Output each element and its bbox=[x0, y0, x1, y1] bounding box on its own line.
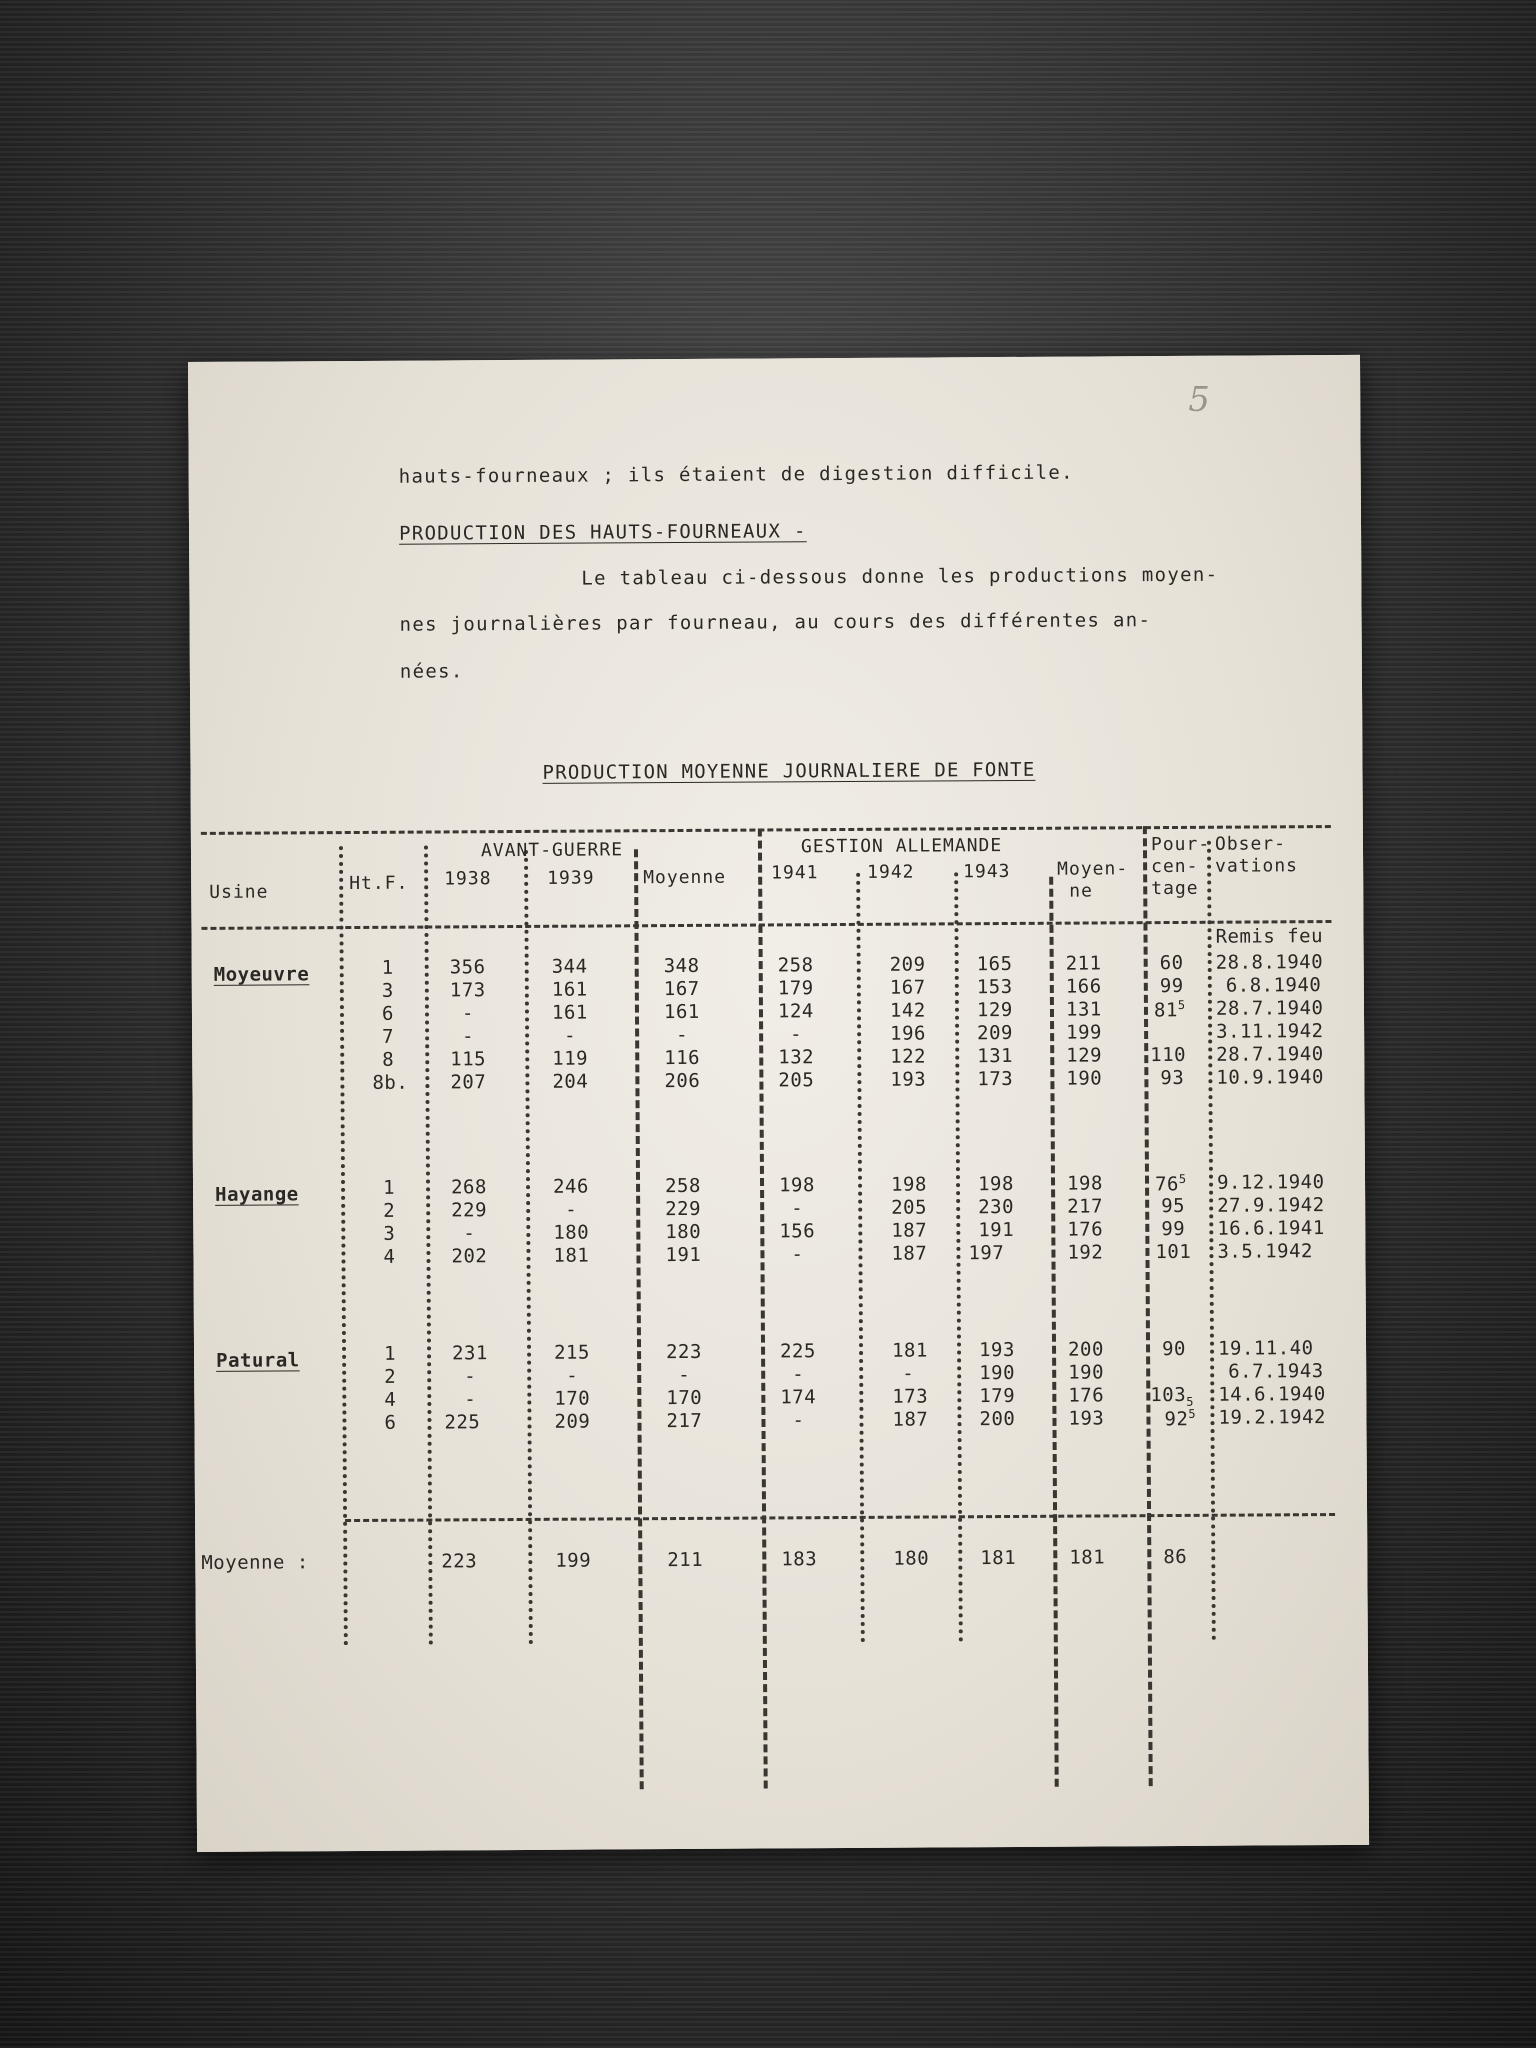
cell-observation: 16.6.1941 bbox=[1217, 1217, 1325, 1240]
cell-1939: 204 bbox=[552, 1070, 589, 1093]
cell-1941: - bbox=[792, 1363, 805, 1386]
totals-moyenne-ga: 181 bbox=[1069, 1546, 1106, 1569]
cell-observation: 6.7.1943 bbox=[1228, 1360, 1324, 1383]
cell-observation: 3.5.1942 bbox=[1217, 1240, 1314, 1263]
cell-1939: 344 bbox=[551, 955, 588, 978]
cell-1942: 187 bbox=[892, 1408, 929, 1431]
cell-1941: 124 bbox=[777, 1000, 814, 1023]
cell-observation: 6.8.1940 bbox=[1225, 974, 1322, 997]
cell-1939: - bbox=[565, 1198, 578, 1221]
cell-1938: 115 bbox=[450, 1048, 487, 1071]
cell-observation: 19.2.1942 bbox=[1218, 1406, 1326, 1429]
cell-1938: 225 bbox=[444, 1411, 481, 1434]
cell-1943: 193 bbox=[978, 1338, 1015, 1362]
cell-observation: 3.11.1942 bbox=[1216, 1020, 1324, 1043]
pct-superscript: 5 bbox=[1188, 1406, 1197, 1421]
page-number: 5 bbox=[1188, 379, 1211, 420]
pct-superscript: 5 bbox=[1178, 1171, 1187, 1186]
cell-1943: 190 bbox=[979, 1361, 1016, 1385]
cell-htf: 2 bbox=[383, 1199, 396, 1222]
cell-1941: 156 bbox=[779, 1220, 816, 1243]
cell-moyenne-ga: 199 bbox=[1066, 1021, 1103, 1044]
totals-top-rule bbox=[345, 1513, 1335, 1522]
cell-1939: 119 bbox=[552, 1047, 589, 1070]
col-sep-3 bbox=[524, 850, 533, 1645]
cell-htf: 1 bbox=[382, 1176, 396, 1199]
header-pourcentage-3: tage bbox=[1151, 877, 1199, 900]
cell-htf: 6 bbox=[384, 1411, 397, 1434]
cell-observation: 10.9.1940 bbox=[1216, 1066, 1324, 1089]
col-sep-10 bbox=[1207, 841, 1216, 1641]
cell-1943: 129 bbox=[976, 998, 1013, 1022]
header-1938: 1938 bbox=[444, 868, 492, 890]
cell-1939: 246 bbox=[552, 1175, 589, 1198]
cell-1941: - bbox=[791, 1197, 804, 1220]
totals-1942: 180 bbox=[893, 1547, 930, 1570]
cell-1943: 131 bbox=[977, 1044, 1014, 1068]
cell-1938: 356 bbox=[449, 956, 486, 979]
cell-moyenne-ga: 190 bbox=[1068, 1361, 1105, 1384]
totals-pourcentage: 86 bbox=[1163, 1545, 1188, 1569]
cell-moyenne-ag: 161 bbox=[663, 1000, 700, 1024]
cell-1943: 153 bbox=[976, 975, 1013, 999]
col-sep-1 bbox=[339, 846, 348, 1646]
cell-pourcentage bbox=[1150, 1384, 1194, 1409]
cell-1941: 132 bbox=[778, 1046, 815, 1069]
cell-1938: 231 bbox=[451, 1342, 488, 1365]
paragraph-line-1: Le tableau ci-dessous donne les productions moyen- bbox=[581, 563, 1219, 590]
section-heading: PRODUCTION DES HAUTS-FOURNEAUX - bbox=[398, 520, 807, 545]
cell-htf: 8 bbox=[382, 1048, 395, 1071]
cell-1938: 229 bbox=[451, 1199, 488, 1222]
cell-pourcentage: 95 bbox=[1161, 1194, 1186, 1218]
cell-moyenne-ag: 229 bbox=[665, 1197, 702, 1221]
cell-1939: 215 bbox=[553, 1341, 590, 1364]
pct-subscript: 5 bbox=[1186, 1394, 1194, 1409]
pct-value: 76 bbox=[1154, 1173, 1179, 1196]
cell-1941: 179 bbox=[777, 977, 814, 1000]
cell-pourcentage: 60 bbox=[1159, 951, 1184, 975]
cell-moyenne-ag: 258 bbox=[664, 1174, 701, 1198]
cell-1943: 197 bbox=[968, 1242, 1005, 1265]
cell-htf: 7 bbox=[382, 1025, 395, 1048]
cell-1942: 142 bbox=[889, 999, 926, 1022]
header-observations-2: vations bbox=[1215, 855, 1299, 877]
col-sep-9 bbox=[1143, 826, 1153, 1786]
cell-1942: 205 bbox=[891, 1196, 928, 1219]
cell-1942: 187 bbox=[891, 1219, 928, 1242]
cell-htf: 3 bbox=[383, 1222, 396, 1245]
header-moyenne-ga-2: ne bbox=[1069, 880, 1093, 902]
cell-1939: 180 bbox=[553, 1221, 590, 1244]
cell-observation: 9.12.1940 bbox=[1216, 1171, 1325, 1194]
cell-1938: 173 bbox=[449, 979, 486, 1002]
header-1942: 1942 bbox=[867, 861, 915, 883]
cell-1939: 161 bbox=[551, 1001, 588, 1024]
cell-moyenne-ag: - bbox=[676, 1023, 689, 1047]
totals-1941: 183 bbox=[781, 1548, 818, 1571]
cell-htf: 6 bbox=[381, 1002, 395, 1025]
cell-1941: 198 bbox=[778, 1174, 815, 1197]
intro-line: hauts-fourneaux ; ils étaient de digestion difficile. bbox=[398, 461, 1074, 488]
cell-moyenne-ag: 206 bbox=[664, 1069, 701, 1093]
header-moyenne-ga-1: Moyen- bbox=[1057, 858, 1129, 880]
cell-htf: 2 bbox=[384, 1365, 397, 1388]
cell-moyenne-ga: 200 bbox=[1067, 1338, 1104, 1361]
cell-1938: 207 bbox=[450, 1071, 487, 1094]
cell-1939: - bbox=[566, 1364, 579, 1387]
cell-1942: 196 bbox=[890, 1022, 927, 1045]
header-bottom-rule bbox=[201, 920, 1331, 930]
cell-1943: 209 bbox=[977, 1021, 1014, 1045]
cell-htf: 8b. bbox=[372, 1071, 409, 1094]
cell-1941: 205 bbox=[778, 1069, 815, 1092]
header-avant-guerre: AVANT-GUERRE bbox=[480, 839, 624, 862]
cell-pourcentage bbox=[1154, 998, 1186, 1022]
cell-pourcentage: 90 bbox=[1161, 1337, 1187, 1361]
col-sep-5 bbox=[758, 829, 768, 1789]
cell-moyenne-ga: 176 bbox=[1068, 1384, 1105, 1407]
cell-pourcentage: 99 bbox=[1161, 1217, 1186, 1241]
cell-1938: 268 bbox=[450, 1176, 487, 1199]
cell-htf: 4 bbox=[383, 1245, 396, 1268]
cell-observation: 27.9.1942 bbox=[1217, 1194, 1325, 1217]
cell-1942: 193 bbox=[890, 1068, 927, 1091]
cell-observation: 14.6.1940 bbox=[1218, 1383, 1326, 1406]
cell-observation: 28.8.1940 bbox=[1215, 951, 1324, 974]
cell-moyenne-ag: - bbox=[678, 1363, 691, 1387]
cell-1941: 225 bbox=[779, 1340, 816, 1363]
cell-pourcentage: 93 bbox=[1160, 1066, 1185, 1090]
header-moyenne-ag: Moyenne bbox=[643, 866, 727, 889]
cell-moyenne-ga: 190 bbox=[1066, 1067, 1103, 1090]
header-pourcentage-1: Pour- bbox=[1150, 833, 1211, 856]
cell-1939: 161 bbox=[551, 978, 588, 1001]
cell-1938: - bbox=[462, 1025, 475, 1048]
cell-pourcentage: 101 bbox=[1155, 1240, 1192, 1264]
cell-1938: - bbox=[461, 1002, 475, 1025]
table-title: PRODUCTION MOYENNE JOURNALIERE DE FONTE bbox=[542, 758, 1036, 784]
header-1943: 1943 bbox=[963, 860, 1011, 883]
cell-1938: - bbox=[464, 1365, 477, 1388]
cell-1941: - bbox=[791, 1243, 804, 1266]
header-observations-1: Obser- bbox=[1214, 833, 1287, 855]
col-sep-7 bbox=[954, 872, 963, 1642]
paragraph-line-3: nées. bbox=[399, 660, 464, 683]
usine-hayange: Hayange bbox=[215, 1183, 299, 1206]
col-sep-6 bbox=[856, 873, 865, 1643]
pct-value: 81 bbox=[1153, 999, 1178, 1022]
pct-superscript: 5 bbox=[1177, 997, 1186, 1012]
cell-1938: 202 bbox=[451, 1245, 488, 1268]
pct-value: 103 bbox=[1150, 1383, 1187, 1407]
usine-moyeuvre: Moyeuvre bbox=[213, 963, 310, 986]
cell-moyenne-ga: 176 bbox=[1067, 1218, 1104, 1241]
cell-moyenne-ga: 129 bbox=[1066, 1044, 1103, 1067]
totals-moyenne-ag: 211 bbox=[667, 1548, 704, 1572]
cell-1941: - bbox=[790, 1023, 803, 1046]
col-sep-2 bbox=[424, 846, 433, 1646]
cell-moyenne-ag: 167 bbox=[663, 977, 700, 1001]
cell-moyenne-ga: 193 bbox=[1068, 1407, 1105, 1430]
header-gestion-allemande: GESTION ALLEMANDE bbox=[800, 835, 1003, 858]
cell-htf: 1 bbox=[381, 956, 394, 979]
usine-patural: Patural bbox=[216, 1349, 300, 1372]
remis-feu-label: Remis feu bbox=[1215, 925, 1324, 948]
cell-1939: 209 bbox=[554, 1410, 591, 1433]
cell-observation: 28.7.1940 bbox=[1215, 997, 1324, 1020]
cell-1942: 198 bbox=[890, 1173, 927, 1196]
cell-1943: 179 bbox=[979, 1384, 1016, 1408]
cell-1941: 258 bbox=[777, 954, 814, 977]
header-1941: 1941 bbox=[771, 862, 819, 884]
cell-1943: 198 bbox=[977, 1172, 1014, 1196]
cell-moyenne-ag: 217 bbox=[666, 1409, 703, 1433]
cell-1943: 165 bbox=[976, 952, 1013, 976]
cell-moyenne-ga: 211 bbox=[1065, 952, 1102, 975]
cell-pourcentage bbox=[1164, 1407, 1196, 1431]
paragraph-line-2: nes journalières par fourneau, au cours des différentes an- bbox=[399, 609, 1152, 636]
cell-1941: - bbox=[792, 1409, 805, 1432]
cell-htf: 3 bbox=[381, 979, 394, 1002]
cell-moyenne-ag: 170 bbox=[666, 1386, 703, 1410]
cell-1938: - bbox=[464, 1388, 477, 1411]
cell-1942: 167 bbox=[889, 976, 926, 999]
cell-1939: 170 bbox=[554, 1387, 591, 1410]
cell-1943: 200 bbox=[979, 1407, 1016, 1431]
cell-moyenne-ga: 198 bbox=[1066, 1172, 1103, 1195]
totals-1938: 223 bbox=[441, 1550, 478, 1573]
header-pourcentage-2: cen- bbox=[1151, 855, 1199, 878]
cell-1941: 174 bbox=[780, 1386, 817, 1409]
col-sep-8 bbox=[1049, 877, 1059, 1787]
cell-htf: 4 bbox=[384, 1388, 397, 1411]
totals-1943: 181 bbox=[980, 1546, 1017, 1570]
cell-1942: - bbox=[902, 1362, 915, 1385]
cell-1939: 181 bbox=[553, 1244, 590, 1267]
cell-moyenne-ag: 180 bbox=[665, 1220, 702, 1244]
cell-1942: 187 bbox=[891, 1242, 928, 1265]
cell-moyenne-ag: 191 bbox=[665, 1243, 702, 1267]
cell-1943: 191 bbox=[978, 1218, 1015, 1242]
pct-value: 92 bbox=[1164, 1408, 1189, 1431]
cell-1942: 181 bbox=[891, 1339, 928, 1362]
cell-pourcentage: 99 bbox=[1159, 974, 1184, 998]
cell-moyenne-ag: 348 bbox=[663, 954, 700, 978]
cell-observation: 19.11.40 bbox=[1217, 1337, 1314, 1360]
cell-pourcentage bbox=[1155, 1172, 1187, 1196]
cell-1939: - bbox=[564, 1024, 577, 1047]
header-1939: 1939 bbox=[547, 867, 595, 889]
cell-moyenne-ga: 131 bbox=[1065, 998, 1102, 1021]
cell-1942: 122 bbox=[890, 1045, 927, 1068]
cell-observation: 28.7.1940 bbox=[1216, 1043, 1324, 1066]
header-usine: Usine bbox=[209, 881, 269, 903]
cell-1942: 209 bbox=[889, 953, 926, 976]
header-htf: Ht.F. bbox=[349, 872, 409, 895]
cell-moyenne-ga: 217 bbox=[1067, 1195, 1104, 1218]
typewritten-page bbox=[188, 355, 1369, 1852]
cell-moyenne-ag: 116 bbox=[664, 1046, 701, 1070]
cell-1938: - bbox=[463, 1222, 476, 1245]
cell-moyenne-ga: 166 bbox=[1065, 975, 1102, 998]
col-sep-4 bbox=[634, 849, 644, 1789]
cell-1942: 173 bbox=[892, 1385, 929, 1408]
cell-pourcentage: 110 bbox=[1150, 1043, 1187, 1067]
totals-label: Moyenne : bbox=[201, 1551, 309, 1574]
cell-1943: 173 bbox=[977, 1067, 1014, 1091]
cell-1943: 230 bbox=[978, 1195, 1015, 1219]
cell-moyenne-ag: 223 bbox=[665, 1340, 702, 1364]
totals-1939: 199 bbox=[555, 1549, 592, 1572]
cell-moyenne-ga: 192 bbox=[1067, 1241, 1104, 1264]
cell-htf: 1 bbox=[383, 1342, 397, 1365]
